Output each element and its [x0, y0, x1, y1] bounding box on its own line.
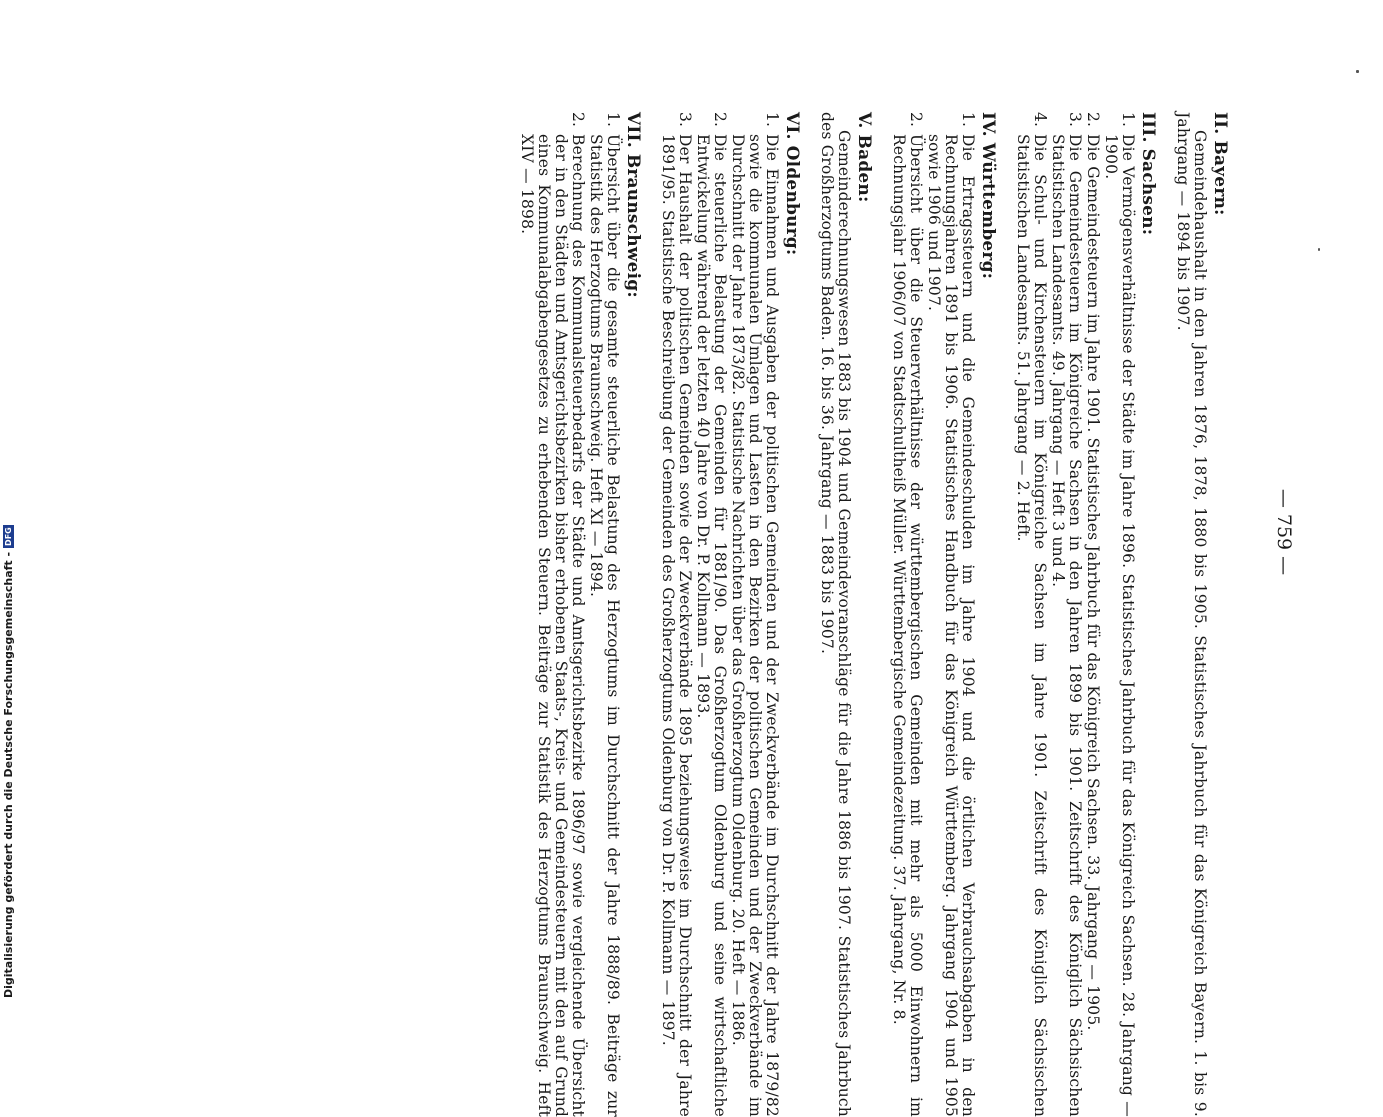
reference-list: [659, 112, 780, 1117]
section: [890, 112, 996, 1117]
section-paragraph: Gemeindehaushalt in den Jahren 1876, 1878, 1880 bis 1905. Statistisches Jahrbuch für das Königreich Bayern. 1. bis 9. Jahrgang — 1894 bis 1907.: [1174, 112, 1209, 1117]
section-heading: [1211, 112, 1228, 1117]
section-heading: [855, 112, 872, 1117]
section: [1174, 112, 1228, 1117]
list-item: [694, 112, 728, 1117]
list-item: [1084, 112, 1101, 1117]
section-paragraph: Gemeinderechnungswesen 1883 bis 1904 und Gemeindevoranschläge für die Jahre 1886 bis 1907. Statistisches Jahrbuch des Großherzogtums Baden. 16. bis 36. Jahrgang — 1883 bis 1907.: [818, 112, 853, 1117]
page-number: — 759 —: [1273, 488, 1295, 576]
section-title: Bayern:: [1210, 140, 1230, 216]
section-numeral: VII.: [623, 112, 643, 148]
list-item-text: Die Vermögensverhältnisse der Städte im Jahre 1896. Statistisches Jahrbuch für das Königreich Sachsen. 28. Jahrgang — 1900.: [1102, 134, 1137, 1117]
digitization-credit-text: Digitalisierung gefördert durch die Deutsche Forschungsgemeinschaft -: [2, 551, 15, 998]
list-item-number: 2.: [569, 112, 587, 128]
list-item-text: Übersicht über die Steuerverhältnisse der württembergischen Gemeinden mit mehr als 5000 Einwohnern im Rechnungsjahr 1906/07 von Stadtschultheiß Müller. Württembergische Gemeindezeitung. 37. Jahrgang, Nr. 8.: [890, 134, 925, 1117]
list-item-number: 2.: [907, 112, 925, 128]
section-numeral: II.: [1210, 112, 1230, 135]
section: [659, 112, 800, 1117]
reference-list: [890, 112, 976, 1117]
section-heading: [783, 112, 800, 1117]
digitization-credit: [2, 525, 15, 998]
list-item-number: 3.: [676, 112, 694, 128]
list-item-text: Die Gemeindesteuern im Jahre 1901. Statistisches Jahrbuch für das Königreich Sachsen. 33. Jahrgang — 1905.: [1084, 134, 1102, 1031]
list-item: [659, 112, 693, 1117]
list-item-text: Die Einnahmen und Ausgaben der politischen Gemeinden und der Zweckverbände im Durchschnitt der Jahre 1879/82 sowie die kommunalen Umlagen und Lasten in den Bezirken der politischen Gemeinden und der Zweckverbände im Durchschnitt der Jahre 1873/82. Statistische Nachrichten über das Großherzogtum Oldenburg. 20. Heft — 1886.: [729, 134, 781, 1117]
list-item-number: 1.: [604, 112, 622, 128]
reference-list: [518, 112, 621, 1117]
section-numeral: V.: [854, 112, 874, 129]
list-item: [1049, 112, 1083, 1117]
list-item-text: Übersicht über die gesamte steuerliche Belastung des Herzogtums im Durchschnitt der Jahre 1888/89. Beiträge zur Statistik des Herzogtums Braunschweig. Heft XI — 1894.: [587, 134, 622, 1117]
section: [518, 112, 641, 1117]
list-item: [729, 112, 780, 1117]
section-heading: [979, 112, 996, 1117]
list-item-number: 1.: [1119, 112, 1137, 128]
list-item: [518, 112, 586, 1117]
section-numeral: III.: [1138, 112, 1158, 143]
list-item-text: Die Gemeindesteuern im Königreiche Sachsen in den Jahren 1899 bis 1901. Zeitschrift des Königlich Sächsischen Statistischen Landesamts. 49. Jahrgang — Heft 3 und 4.: [1049, 134, 1084, 1117]
list-item-number: 3.: [1066, 112, 1084, 128]
scan-speck: [1356, 70, 1359, 73]
list-item: [1014, 112, 1048, 1117]
section-heading: [624, 112, 641, 1117]
list-item-text: Die Schul- und Kirchensteuern im Königreiche Sachsen im Jahre 1901. Zeitschrift des Königlich Sächsischen Statistischen Landesamts. 51. Jahrgang — 2. Heft.: [1014, 134, 1049, 1117]
section-numeral: IV.: [978, 112, 998, 137]
reference-list: [1014, 112, 1136, 1117]
page-body: [500, 112, 1228, 1117]
list-item: [890, 112, 924, 1117]
list-item-number: 4.: [1031, 112, 1049, 128]
section-title: Oldenburg:: [782, 145, 802, 256]
section-title: Württemberg:: [978, 142, 998, 280]
dfg-logo-icon: DFG: [4, 527, 13, 546]
list-item-text: Der Haushalt der politischen Gemeinden sowie der Zweckverbände 1895 beziehungsweise im Durchschnitt der Jahre 1891/95. Statistische Beschreibung der Gemeinden des Großherzogtums Oldenburg von Dr. P. Kollmann — 1897.: [659, 134, 694, 1117]
section: [818, 112, 872, 1117]
list-item-text: Die steuerliche Belastung der Gemeinden für 1881/90. Das Großherzogtum Oldenburg und seine wirtschaftliche Entwickelung während der letzten 40 Jahre von Dr. P. Kollmann — 1893.: [694, 134, 729, 1117]
section: [1014, 112, 1156, 1117]
list-item-text: Die Ertragssteuern und die Gemeindeschulden im Jahre 1904 und die örtlichen Verbrauchsabgaben in den Rechnungsjahren 1891 bis 1906. Statistisches Handbuch für das Königreich Württemberg. Jahrgang 1904 und 1905 sowie 1906 und 1907.: [925, 134, 977, 1117]
list-item: [587, 112, 621, 1117]
section-heading: [1139, 112, 1156, 1117]
list-item-number: 1.: [959, 112, 977, 128]
list-item-number: 2.: [711, 112, 729, 128]
list-item: [925, 112, 976, 1117]
section-title: Braunschweig:: [623, 153, 643, 298]
scan-speck: [1318, 248, 1320, 251]
list-item-number: 1.: [763, 112, 781, 128]
list-item-number: 2.: [1084, 112, 1102, 128]
section-numeral: VI.: [782, 112, 802, 140]
section-title: Sachsen:: [1138, 148, 1158, 236]
list-item-text: Berechnung des Kommunalsteuerbedarfs der Städte und Amtsgerichtsbezirke 1896/97 sowie vergleichende Übersicht der in den Städten und Amtsgerichtsbezirken bisher erhobenen Staats-, Kreis- und Gemeindesteuern mit den auf Grund eines Kommunalabgabengesetzes zu erhebenden Steuern. Beiträge zur Statistik des Herzogtums Braunschweig. Heft XIV — 1898.: [518, 134, 587, 1117]
list-item: [1102, 112, 1136, 1117]
section-title: Baden:: [854, 134, 874, 203]
